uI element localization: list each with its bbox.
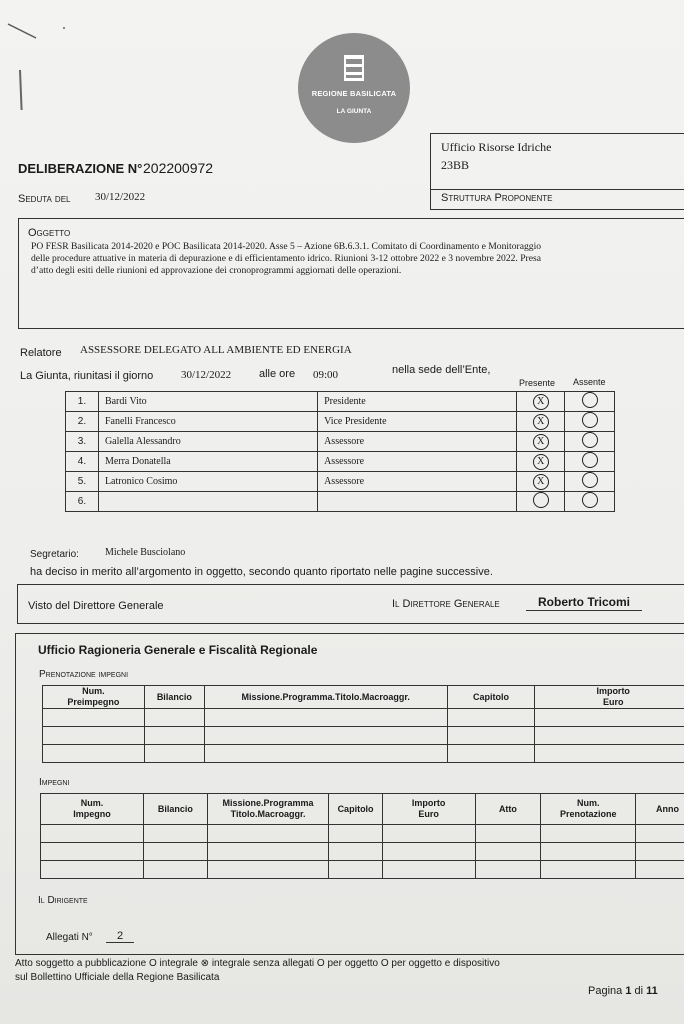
column-header: Num. Preimpegno bbox=[43, 686, 145, 709]
column-header: Num. Prenotazione bbox=[541, 794, 636, 825]
row-number: 3. bbox=[66, 432, 99, 452]
table-row bbox=[43, 745, 684, 763]
absent-mark-icon bbox=[582, 432, 598, 448]
absent-mark-icon bbox=[582, 492, 598, 508]
present-header: Presente bbox=[519, 378, 556, 388]
attachments-label: Allegati N° bbox=[46, 932, 93, 943]
table-row bbox=[66, 492, 615, 512]
column-header: Missione.Programma.Titolo.Macroaggr. bbox=[204, 686, 447, 709]
ragioneria-title: Ufficio Ragioneria Generale e Fiscalità Regionale bbox=[38, 643, 318, 657]
deliberation-label: DELIBERAZIONE N° bbox=[18, 161, 143, 176]
present-mark-icon: X bbox=[533, 414, 549, 430]
present-cell bbox=[517, 432, 565, 452]
prenotazione-table bbox=[42, 685, 684, 763]
present-mark-icon bbox=[533, 492, 549, 508]
subject-label: Oggetto bbox=[28, 227, 71, 239]
scan-marks bbox=[6, 20, 76, 110]
column-header: Capitolo bbox=[447, 686, 535, 709]
absent-mark-icon bbox=[582, 452, 598, 468]
logo-title: REGIONE BASILICATA bbox=[311, 89, 397, 98]
office-divider bbox=[431, 189, 684, 190]
impegni-table bbox=[40, 793, 684, 879]
present-cell bbox=[517, 412, 565, 432]
regione-basilicata-logo bbox=[298, 33, 410, 143]
table-header-row bbox=[43, 686, 684, 709]
column-header: Num. Impegno bbox=[41, 794, 144, 825]
absent-mark-icon bbox=[582, 392, 598, 408]
column-header: Importo Euro bbox=[535, 686, 684, 709]
column-header: Atto bbox=[475, 794, 541, 825]
page-total: 11 bbox=[646, 985, 658, 997]
table-row bbox=[43, 727, 684, 745]
table-row bbox=[41, 861, 684, 879]
column-header: Bilancio bbox=[143, 794, 207, 825]
absent-cell bbox=[565, 412, 615, 432]
member-role bbox=[318, 492, 517, 512]
director-visto: Visto del Direttore Generale bbox=[28, 600, 164, 612]
present-mark-icon: X bbox=[533, 434, 549, 450]
session-date: 30/12/2022 bbox=[95, 191, 146, 203]
present-cell bbox=[517, 472, 565, 492]
attendance-table bbox=[65, 391, 615, 512]
member-name bbox=[98, 492, 317, 512]
director-label: Il Direttore Generale bbox=[392, 598, 500, 610]
table-row bbox=[66, 412, 615, 432]
meeting-prefix: La Giunta, riunitasi il giorno bbox=[20, 370, 154, 382]
meeting-date: 30/12/2022 bbox=[181, 369, 232, 381]
column-header: Importo Euro bbox=[382, 794, 475, 825]
row-number: 1. bbox=[66, 392, 99, 412]
director-name: Roberto Tricomi bbox=[526, 595, 642, 611]
absent-mark-icon bbox=[582, 412, 598, 428]
page-current: 1 bbox=[625, 985, 632, 997]
secretary-name: Michele Busciolano bbox=[105, 547, 186, 558]
dirigente-label: Il Dirigente bbox=[38, 895, 88, 906]
rapporteur-label: Relatore bbox=[20, 347, 62, 359]
subject-line: PO FESR Basilicata 2014-2020 e POC Basilicata 2014-2020. Asse 5 – Azione 6B.6.3.1. Comitato di Coordinamento e Monitoraggio bbox=[31, 241, 542, 252]
member-role: Assessore bbox=[318, 472, 517, 492]
page-of: di bbox=[634, 985, 644, 997]
page-label: Pagina bbox=[588, 985, 623, 997]
column-header: Anno bbox=[636, 794, 684, 825]
impegni-label: Impegni bbox=[39, 777, 70, 788]
secretary-label: Segretario: bbox=[30, 549, 79, 560]
column-header: Bilancio bbox=[144, 686, 204, 709]
subject-box bbox=[18, 218, 684, 329]
row-number: 4. bbox=[66, 452, 99, 472]
member-role: Assessore bbox=[318, 432, 517, 452]
decision-text: ha deciso in merito all’argomento in oggetto, secondo quanto riportato nelle pagine successive. bbox=[30, 566, 493, 578]
rapporteur-value: ASSESSORE DELEGATO ALL AMBIENTE ED ENERGIA bbox=[80, 344, 352, 356]
row-number: 2. bbox=[66, 412, 99, 432]
ragioneria-box bbox=[15, 633, 684, 955]
table-header-row bbox=[41, 794, 684, 825]
table-row bbox=[66, 472, 615, 492]
present-cell bbox=[517, 452, 565, 472]
subject-text bbox=[31, 241, 651, 277]
subject-line: delle procedure attuative in materia di depurazione e di efficientamento idrico. Riunioni 3-12 ottobre 2022 e 3 novembre 2022. Presa bbox=[31, 253, 541, 264]
publication-line-2: sul Bollettino Ufficiale della Regione Basilicata bbox=[15, 972, 220, 983]
table-row bbox=[43, 709, 684, 727]
absent-cell bbox=[565, 392, 615, 412]
present-cell bbox=[517, 492, 565, 512]
absent-mark-icon bbox=[582, 472, 598, 488]
table-row bbox=[41, 825, 684, 843]
row-number: 6. bbox=[66, 492, 99, 512]
table-row bbox=[66, 432, 615, 452]
meeting-place: nella sede dell’Ente, bbox=[392, 364, 491, 376]
director-box bbox=[17, 584, 684, 624]
meeting-time-label: alle ore bbox=[259, 368, 296, 380]
attachments-value: 2 bbox=[106, 930, 134, 943]
present-mark-icon: X bbox=[533, 454, 549, 470]
present-mark-icon: X bbox=[533, 394, 549, 410]
absent-cell bbox=[565, 452, 615, 472]
absent-cell bbox=[565, 472, 615, 492]
table-row bbox=[41, 843, 684, 861]
subject-line: d’atto degli esiti delle riunioni ed approvazione dei cronoprogrammi aggiornati delle operazioni. bbox=[31, 265, 402, 276]
member-name: Galella Alessandro bbox=[98, 432, 317, 452]
member-role: Assessore bbox=[318, 452, 517, 472]
prenotazione-label: Prenotazione impegni bbox=[39, 669, 129, 680]
member-role: Presidente bbox=[318, 392, 517, 412]
deliberation-number: 202200972 bbox=[143, 160, 214, 176]
coat-of-arms-icon bbox=[344, 55, 364, 81]
meeting-time: 09:00 bbox=[313, 369, 339, 381]
member-name: Merra Donatella bbox=[98, 452, 317, 472]
absent-cell bbox=[565, 432, 615, 452]
office-box bbox=[430, 133, 684, 210]
member-name: Latronico Cosimo bbox=[98, 472, 317, 492]
column-header: Capitolo bbox=[329, 794, 383, 825]
member-name: Bardi Vito bbox=[98, 392, 317, 412]
absent-cell bbox=[565, 492, 615, 512]
session-label: Seduta del bbox=[18, 193, 71, 205]
table-row bbox=[66, 392, 615, 412]
member-name: Fanelli Francesco bbox=[98, 412, 317, 432]
table-row bbox=[66, 452, 615, 472]
pagination bbox=[588, 985, 658, 997]
office-label: Struttura Proponente bbox=[441, 192, 553, 204]
present-mark-icon: X bbox=[533, 474, 549, 490]
absent-header: Assente bbox=[573, 377, 606, 387]
present-cell bbox=[517, 392, 565, 412]
logo-subtitle: LA GIUNTA bbox=[336, 108, 372, 115]
office-name: Ufficio Risorse Idriche bbox=[441, 140, 552, 154]
column-header: Missione.Programma Titolo.Macroaggr. bbox=[207, 794, 329, 825]
office-code: 23BB bbox=[441, 158, 470, 172]
publication-line-1: Atto soggetto a pubblicazione O integrale ⊗ integrale senza allegati O per oggetto O per oggetto e dispositivo bbox=[15, 958, 500, 969]
row-number: 5. bbox=[66, 472, 99, 492]
member-role: Vice Presidente bbox=[318, 412, 517, 432]
